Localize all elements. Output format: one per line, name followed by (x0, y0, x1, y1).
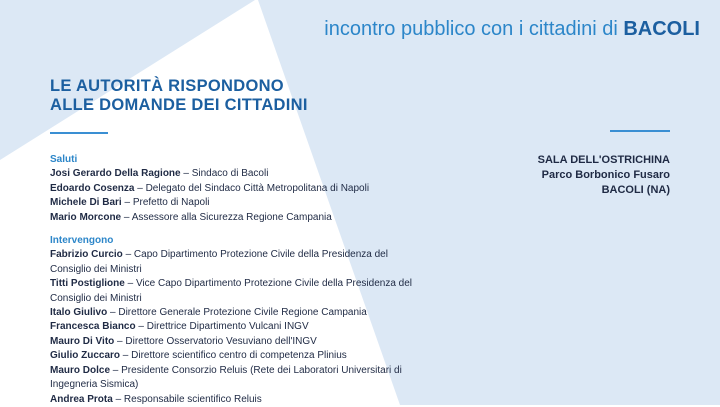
headline-line-2: ALLE DOMANDE DEI CITTADINI (50, 96, 308, 114)
speaker-row (50, 364, 430, 393)
speaker-name: Josi Gerardo Della Ragione (50, 168, 181, 180)
speaker-name: Fabrizio Curcio (50, 249, 123, 261)
venue-city: BACOLI (NA) (601, 184, 670, 196)
speaker-name: Giulio Zuccaro (50, 350, 121, 362)
speaker-role: – Vice Capo Dipartimento Protezione Civile della Presidenza del Consiglio dei Ministri (50, 278, 413, 304)
speaker-role: – Sindaco di Bacoli (180, 168, 269, 180)
speaker-role: – Direttore Generale Protezione Civile Regione Campania (107, 307, 367, 319)
speaker-role: – Capo Dipartimento Protezione Civile della Presidenza del Consiglio dei Ministri (50, 249, 388, 275)
speaker-row (50, 167, 430, 181)
venue-park: Parco Borbonico Fusaro (541, 169, 670, 181)
speaker-role: – Prefetto di Napoli (121, 197, 210, 209)
intervengono-heading: Intervengono (50, 235, 114, 247)
speaker-role: – Direttore scientifico centro di competenza Plinius (120, 350, 347, 362)
event-title-place: BACOLI (623, 18, 700, 40)
speaker-name: Michele Di Bari (50, 197, 122, 209)
section-spacer (50, 225, 430, 234)
speakers-list (50, 153, 430, 407)
speaker-row (50, 211, 430, 225)
speaker-name: Francesca Bianco (50, 321, 136, 333)
headline-line-1: LE AUTORITÀ RISPONDONO (50, 77, 284, 95)
saluti-heading: Saluti (50, 154, 78, 165)
speaker-row (50, 248, 430, 277)
speaker-name: Mauro Dolce (50, 364, 111, 376)
divider-left (50, 132, 108, 134)
speaker-row (50, 306, 430, 320)
event-title (0, 18, 700, 41)
speaker-role: – Responsabile scientifico Reluis (112, 393, 262, 405)
speaker-role: – Delegato del Sindaco Città Metropolitana di Napoli (134, 182, 370, 194)
divider-right (610, 130, 670, 132)
speaker-row (50, 335, 430, 349)
speaker-name: Italo Giulivo (50, 307, 108, 319)
speaker-name: Titti Postiglione (50, 278, 125, 290)
speaker-name: Mauro Di Vito (50, 335, 115, 347)
venue-name: SALA DELL'OSTRICHINA (537, 154, 670, 166)
speaker-row (50, 182, 430, 196)
speaker-name: Mario Morcone (50, 211, 122, 223)
speaker-name: Andrea Prota (50, 393, 113, 405)
venue-info (538, 153, 670, 198)
speaker-row (50, 320, 430, 334)
speaker-role: – Direttrice Dipartimento Vulcani INGV (135, 321, 309, 333)
event-title-prefix: incontro pubblico con i cittadini di (324, 18, 618, 40)
speaker-role: – Direttore Osservatorio Vesuviano dell'INGV (114, 335, 317, 347)
speaker-name: Edoardo Cosenza (50, 182, 135, 194)
speaker-row (50, 349, 430, 363)
speaker-row (50, 196, 430, 210)
headline (50, 77, 308, 115)
speaker-role: – Assessore alla Sicurezza Regione Campania (121, 211, 332, 223)
speaker-role: – Presidente Consorzio Reluis (Rete dei Laboratori Universitari di Ingegneria Sismica) (50, 364, 402, 391)
speaker-row (50, 277, 430, 306)
